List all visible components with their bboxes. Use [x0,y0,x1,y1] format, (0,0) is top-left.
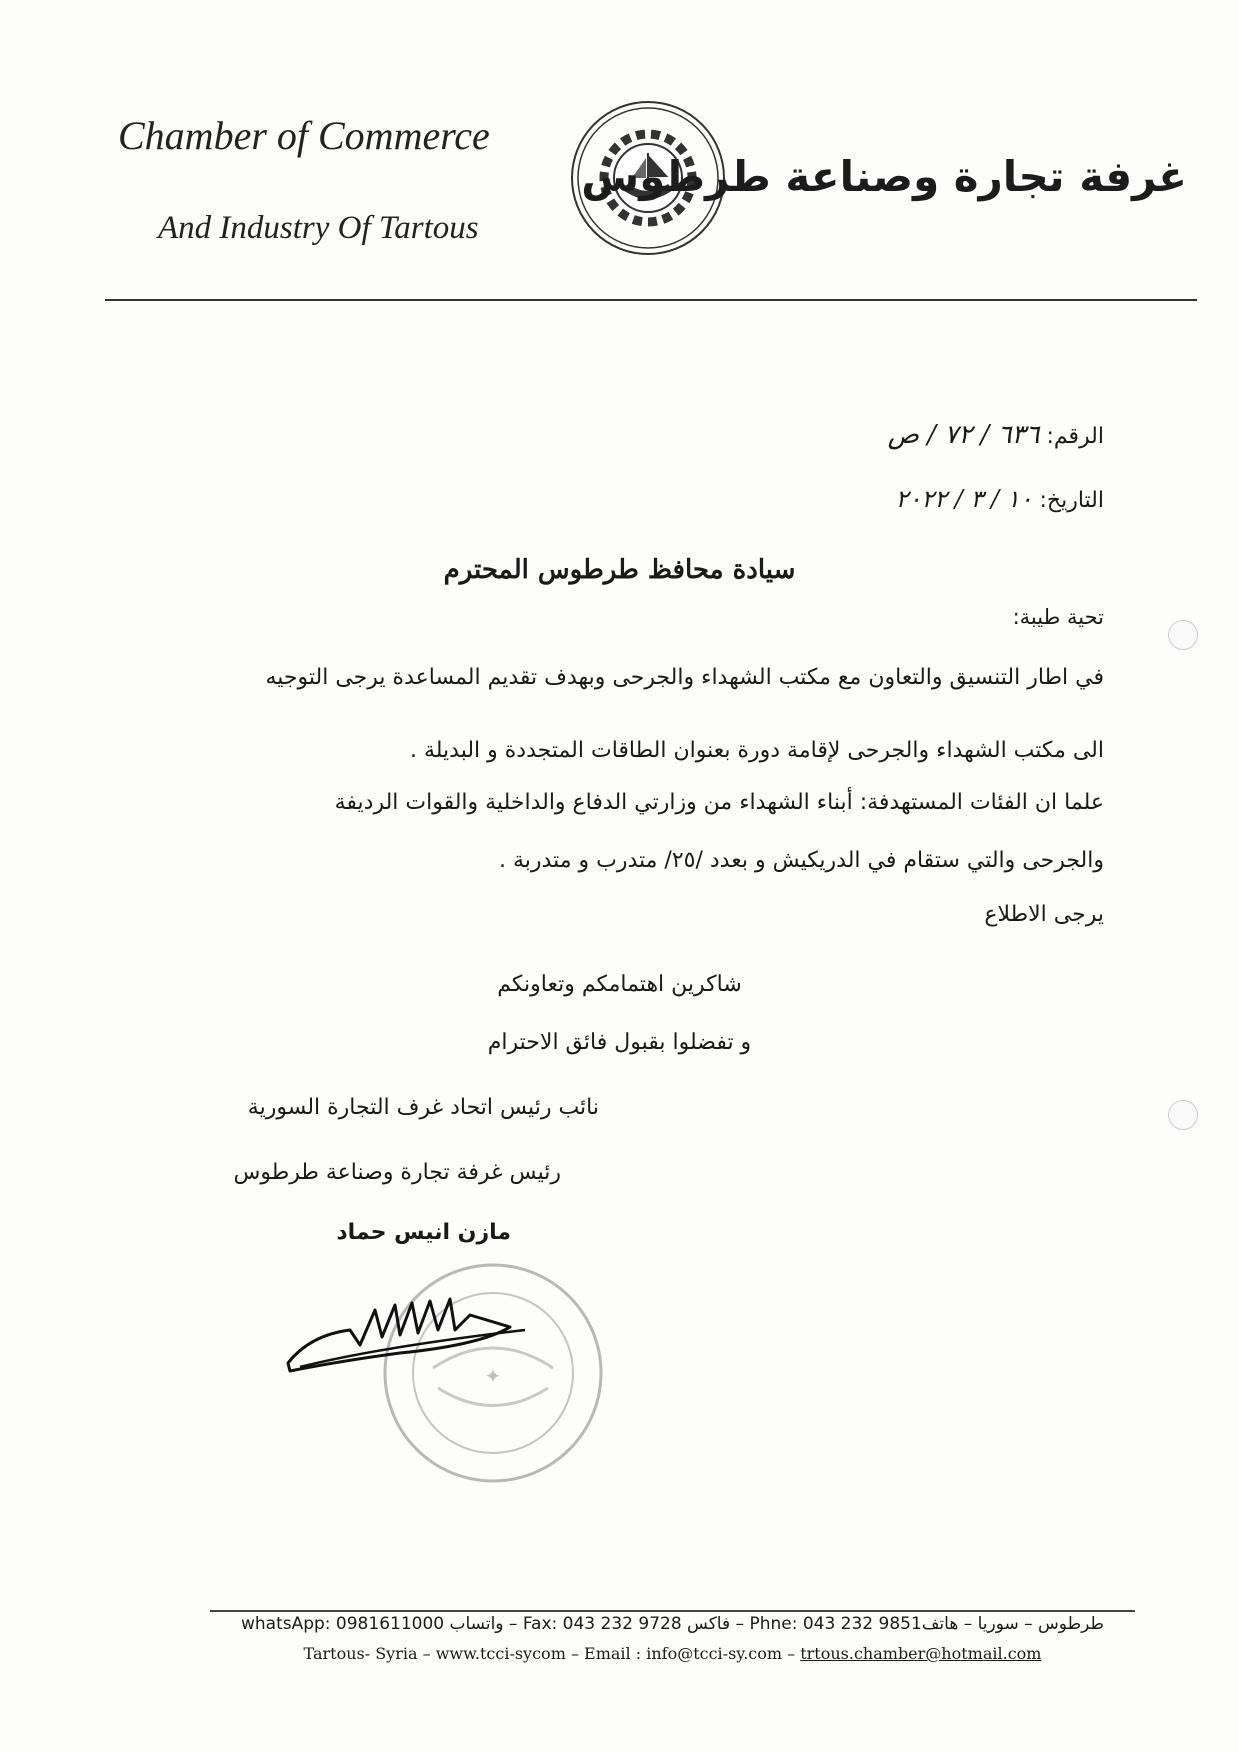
date-label: التاريخ: [1039,488,1104,513]
header-subtitle-en: And Industry Of Tartous [158,210,479,246]
greeting: تحية طيبة: [1012,605,1104,629]
header-title-en: Chamber of Commerce [118,113,490,158]
header-title-ar: غرفة تجارة وصناعة طرطوس [581,152,1187,201]
punch-hole [1168,1100,1198,1130]
body-line: في اطار التنسيق والتعاون مع مكتب الشهداء والجرحى وبهدف تقديم المساعدة يرجى التوجيه [265,665,1104,690]
handwritten-signature [280,1275,540,1395]
addressee: سيادة محافظ طرطوس المحترم [443,555,796,585]
reference-number [888,420,1104,450]
body-line: يرجى الاطلاع [984,902,1104,927]
reference-value: ٦٣٦ / ٧٢ / ص [887,420,1040,450]
header-divider [105,299,1197,301]
letter-date [896,485,1104,513]
footer-address-text: Tartous- Syria – www.tcci-sycom – Email : info@tcci-sy.com – [303,1644,801,1663]
signatory-title-2: رئيس غرفة تجارة وصناعة طرطوس [233,1160,561,1185]
date-value: ١٠ / ٣ / ٢٠٢٢ [895,485,1033,513]
footer-address-line [210,1644,1135,1663]
punch-hole [1168,620,1198,650]
body-line: الى مكتب الشهداء والجرحى لإقامة دورة بعنوان الطاقات المتجددة و البديلة . [409,738,1104,763]
closing-thanks: شاكرين اهتمامكم وتعاونكم [497,972,742,997]
signatory-name: مازن انيس حماد [336,1220,511,1245]
closing-regards: و تفضلوا بقبول فائق الاحترام [487,1030,752,1055]
body-line: والجرحى والتي ستقام في الدريكيش و بعدد /٢٥/ متدرب و متدربة . [499,848,1104,873]
footer-divider [210,1610,1135,1612]
svg-text:✦: ✦ [484,1364,502,1388]
body-line: علما ان الفئات المستهدفة: أبناء الشهداء من وزارتي الدفاع والداخلية والقوات الرديفة [334,790,1104,815]
footer-email-link[interactable]: trtous.chamber@hotmail.com [800,1644,1042,1663]
reference-label: الرقم: [1046,424,1104,449]
footer-contact-line: طرطوس – سوريا – هاتف9851 Phne: 043 232 – فاكس 9728 Fax: 043 232 – واتساب whatsApp: 0981611000 [240,1614,1105,1634]
signatory-title-1: نائب رئيس اتحاد غرف التجارة السورية [247,1095,599,1120]
